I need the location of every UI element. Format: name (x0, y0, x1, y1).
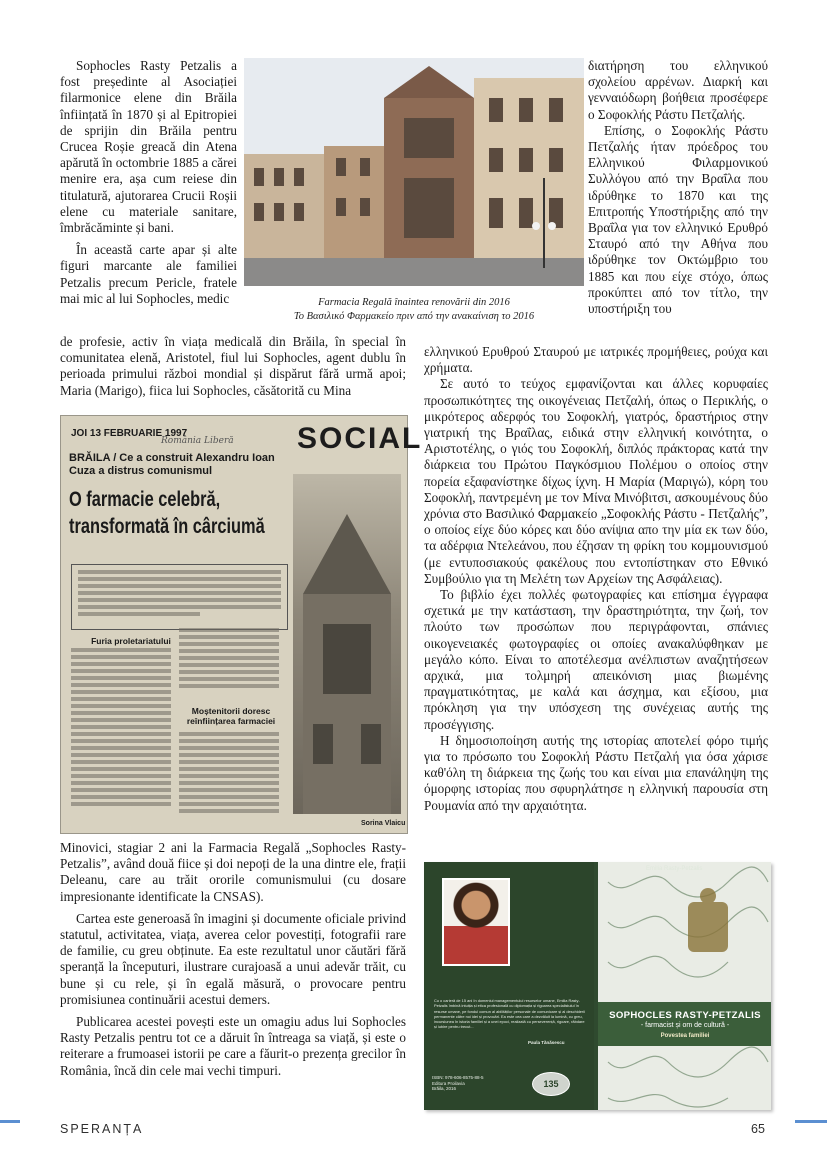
book-front-cover (598, 862, 771, 1110)
book-blurb: Cu o carieră de 15 ani în domeniul managementului resurselor umane, Emilia Rasty-Petzalis îmbină intuiția și etica profesională cu diplomația și rigoarea specialistului în resurse umane, pe fondul comun al abilităților personale de comunicare și al deschiderii permanente către noi idei și provocări. Ea este cea care a dezvăluit la lumină, cu greu, incursiunea în istoria familiei și a unei epoci, realizată cu perseverență, rigoare, răbdare și iubire pentru trecut... (434, 998, 585, 1030)
clipping-signature: Sorina Vlaicu (361, 820, 406, 827)
clipping-headline: O farmacie celebră, transformată în cârciumă (69, 488, 265, 538)
right-top-text (588, 58, 768, 317)
clipping-subhead-1: Furia proletariatului (91, 636, 171, 646)
clipping-handwritten-note: România Liberă (161, 436, 234, 446)
caption-greek: Το Βασιλικό Φαρμακείο πριν από την ανακαίνιση το 2016 (293, 311, 535, 322)
newspaper-clipping (60, 415, 423, 834)
footer-rule-left (0, 1120, 20, 1123)
paragraph: Επίσης, ο Σοφοκλής Ράστυ Πετζαλής ήταν πρόεδρος του Ελληνικού Φιλαρμονικού Συλλόγου από την Βραΐλα που ιδρύθηκε το 1870 και της Επιτροπής Υποστήριξης από την Βραΐλα για τον ελληνικό Ερυθρό Σταυρό από την Αθήνα που ιδρύθηκε τον Οκτώμβριο του 1885 και που είχε στόχο, όπως προκύπτει από τον τίτλο, την υποστήριξη του (588, 122, 768, 317)
author-portrait (442, 878, 510, 966)
paragraph: În această carte apar și alte figuri marcante ale familiei Petzalis precum Pericle, fratele mai mic al lui Sophocles, medic (60, 242, 237, 306)
paragraph: ελληνικού Ερυθρού Σταυρού με ιατρικές προμήθειες, ρούχα και χρήματα. (424, 344, 768, 376)
clipping-lead-box (71, 564, 288, 630)
photo-caption (244, 296, 584, 324)
paragraph: Η δημοσιοποίηση αυτής της ιστορίας αποτελεί φόρο τιμής για το πρόσωπο του Σοφοκλή Ράστυ Πετζαλή για όσα χάρισε καθ'όλη τη διάρκεια της ζωής του και είναι μια επανάληψη της όμορφης ιστορίας που σφυρηλάτησε η ελληνική παρουσία στη Ρουμανία από την αρχαιότητα. (424, 732, 768, 813)
book-back-cover (424, 862, 594, 1110)
book-author: Emilia Rasty-Petzalis (646, 866, 703, 872)
magazine-name: SPERANȚA (60, 1122, 144, 1136)
left-bottom-text (60, 840, 406, 1079)
anniversary-badge: 135 (532, 1072, 570, 1096)
clipping-building-photo (293, 474, 401, 814)
paragraph: Sophocles Rasty Petzalis a fost președinte al Asociației filarmonice elene din Brăila înființată în 1870 și al Epitropiei de sprijin din Brăila pentru Crucea Roșie greacă din Atena apărută în octombrie 1885 a cărei menire era, așa cum reiese din titulatură, ajutorarea Crucii Roșii elene cu materiale sanitare, îmbrăcăminte și bani. (60, 58, 237, 236)
book-subtitle-2: Povestea familiei (660, 1033, 710, 1039)
clipping-section: SOCIAL (297, 422, 423, 455)
book-title: SOPHOCLES RASTY-PETZALIS (609, 1010, 761, 1021)
pharmacy-photo (244, 58, 584, 286)
book-blurb-signature: Paula Tănăsescu (528, 1040, 565, 1045)
left-continuation-text (60, 334, 406, 399)
paragraph: Σε αυτό το τεύχος εμφανίζονται και άλλες κορυφαίες προσωπικότητες της οικογένειας Πετζαλή, όπως ο Περικλής, ο μικρότερος αδερφός του Σοφοκλή, γιατρός, δραστήριος στην γιατρική της Βραΐλας, ειδικά στην ελληνική κοινότητα, ο Αριστοτέλης, ο γιός του Σοφοκλή, διπλός πράκτορας κατά την διάρκεια του Πρώτου Παγκόσμιου Πολέμου ο οποίος στην πορεία εξαφανίστηκε δίχως ίχνη. Η Μαρία (Μαριγώ), κόρη του Σοφοκλή, παντρεμένη με τον Μίνα Μινόβιτσι, ασκουμένους δύο χρόνια στο Βασιλικό Φαρμακείο „Σοφοκλής Ράστυ - Πετζαλής”, ο οποίος είχε δύο κόρες και δύο ανίψια απο την μία εκ των δύο, τα αδέρφια Ντελεάνου, που έζησαν τη φρίκη του κομμουνισμού (με εντυποσιακούς φακέλους που εντοπίστηκαν στο Εθνικό Συμβούλιο για τη Μελέτη των Αρχείων της Ασφάλειας). (424, 376, 768, 586)
paragraph: διατήρηση του ελληνικού σχολείου αρρένων. Διαρκή και γενναιόδωρη βοήθεια προσέφερε ο Σοφοκλής Ράστυ Πετζαλής. (588, 58, 768, 122)
book-isbn: ISBN: 978-606-8575-88-5 Editura Proilavia Brăila, 2016 (432, 1075, 484, 1091)
book-cover (424, 862, 771, 1110)
right-main-text (424, 344, 768, 814)
paragraph: Cartea este generoasă în imagini și documente oficiale privind statutul, activitatea, viața, averea celor povestiți, fotografii rare de familie, cu greu obținute. Ea este rezultatul unor căutări fără speranță la începuturi, ilustrare curajoasă a unui adevăr trăit, cu bune și cu rele, și în egală măsură, o provocare pentru promisiunea continuării acestui demers. (60, 910, 406, 1007)
clipping-date: JOI 13 FEBRUARIE 1997 (71, 428, 188, 439)
clipping-subhead-2: Moștenitorii doresc reînființarea farmaciei (186, 706, 276, 726)
clipping-column-2b (179, 732, 279, 822)
clipping-kicker: BRĂILA / Ce a construit Alexandru Ioan Cuza a distrus comunismul (69, 452, 275, 477)
caption-romanian: Farmacia Regală înaintea renovării din 2016 (318, 297, 510, 308)
page-number: 65 (751, 1122, 765, 1136)
paragraph: Publicarea acestei povești este un omagiu adus lui Sophocles Rasty Petzalis pentru tot ce a dăruit în întreaga sa viață, și este o reiterare a frumoasei istorii pe care a făurit-o prezența grecilor în România, încă din cele mai vechi timpuri. (60, 1014, 406, 1078)
clipping-column-1 (71, 648, 171, 818)
left-top-text (60, 58, 237, 307)
paragraph: de profesie, activ în viața medicală din Brăila, în special în comunitatea elenă, Aristotel, fiul lui Sophocles, agent dublu în perioada primului război mondial și dispărut fără urmă apoi; Maria (Marigo), fiica lui Sophocles, căsătorită cu Mina (60, 334, 406, 398)
book-subtitle: - farmacist și om de cultură - (640, 1022, 730, 1029)
footer-rule-right (795, 1120, 827, 1123)
paragraph: Το βιβλίο έχει πολλές φωτογραφίες και επίσημα έγγραφα σχετικά με την κατάσταση, την δραστηριότητα, την ζωή, τον πλούτο των προσώπων που περιγράφονται, σπάνιες οικογενειακές φωτογραφίες οι οποίες ανακαλύφθηκαν με μεγάλο κόπο. Είναι το αποτέλεσμα ανέλπιστων αναζητήσεων αρχικά, μια τολμηρή απεικόνιση μιας βιωμένης πραγματικότητας, με καλά και άσχημα, και εξίσου, μια πρόκληση για την υπόσχεση της συνέχειας αυτής της προσέγγισης. (424, 587, 768, 732)
paragraph: Minovici, stagiar 2 ani la Farmacia Regală „Sophocles Rasty-Petzalis”, având două fiice și doi nepoți de la una dintre ele, frații Deleanu, care au trăit ororile comunismului (cu dosare impresionante identificate la CNSAS). (60, 840, 406, 904)
